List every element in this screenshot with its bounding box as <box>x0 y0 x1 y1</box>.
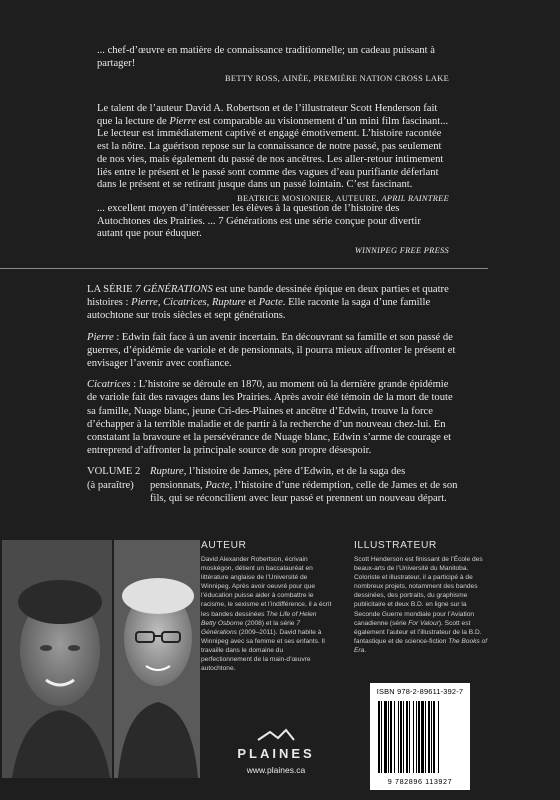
publisher-block <box>236 728 316 775</box>
series-intro: LA SÉRIE 7 GÉNÉRATIONS est une bande dessinée épique en deux parties et quatre histoires : Pierre, Cicatrices, Rupture et Pacte. Elle raconte la saga d’une famille autochtone sur trois siècles et sept générations. <box>87 284 449 322</box>
publisher-name: PLAINES <box>237 746 315 761</box>
divider-rule <box>0 268 488 269</box>
series-pierre: Pierre : Edwin fait face à un avenir incertain. En découvrant sa famille et son passé de guerres, d’épidémie de variole et de pensionnats, il pourra mieux affronter le présent et envisager l’avenir avec confiance. <box>87 331 456 370</box>
quote-1-text: ... chef-d’œuvre en matière de connaissance traditionnelle; un cadeau puissant à partager! <box>97 45 435 69</box>
volume-2 <box>87 465 459 505</box>
isbn-barcode-box <box>370 683 470 790</box>
series-cicatrices: Cicatrices : L’histoire se déroule en 1870, au moment où la dernière grande épidémie de variole fait des ravages dans les Prairies. Après avoir été témoin de la mort de toute sa famille, Nuage blanc, jeune Cri-des-Plaines et ancêtre d’Edwin, trouve la force d’échapper à la terrible maladie et de partir à la recherche d’un nouveau chez-lui. En constatant la bravoure et la persévérance de Nuage blanc, Edwin s’arme de courage et entreprend d’affronter la principale source de son propre désespoir. <box>87 379 453 457</box>
volume-2-text: Rupture, l’histoire de James, père d’Edwin, et de la saga des pensionnats, Pacte, l’histoire d’une rédemption, celle de James et de son fils, qui se réconcilient avec leur passé et prennent un nouveau départ. <box>150 466 458 504</box>
quote-1 <box>97 45 449 83</box>
illustrator-label: ILLUSTRATEUR <box>354 540 437 551</box>
quote-2-text: Le talent de l’auteur David A. Robertson et de l’illustrateur Scott Henderson fait que la lecture de Pierre est comparable au visionnement d’un mini film fascinant... Le lecteur est immédiatement captivé et engagé émotivement. L’histoire racontée est la nôtre. La guérison repose sur la connaissance de notre passé, pas seulement de nos vies, mais également du passé de nos ancêtres. Les aller-retour intimement liés entre le présent et le passé sont comme des vagues d’eau purifiante déferlant dans le présent et se retirant jusque dans un passé lointain. C’est fascinant. <box>97 103 449 191</box>
quote-2-attribution: BEATRICE MOSIONIER, AUTEURE, APRIL RAINTREE <box>237 193 449 203</box>
illustrator-bio: Scott Henderson est finissant de l’École des beaux-arts de l’Université du Manitoba. Coloriste et illustrateur, il a participé à de nombreux projets, notamment des bandes dessinées, des portraits, du graphisme publicitaire et deux B.D. en ligne sur la Seconde Guerre mondiale pour l’Aviation canadienne (série For Valour). Scott est également l’auteur et l’illustrateur de la B.D. fantastique et de science-fiction The Books of Era. <box>354 556 488 654</box>
barcode-bar <box>439 701 440 773</box>
quote-3-text: ... excellent moyen d’intéresser les élèves à la question de l’histoire des Autochtones des Prairies. ... 7 Générations est une série conçue pour divertir autant que pour éduquer. <box>97 203 421 240</box>
author-section <box>201 540 333 673</box>
author-photo <box>2 540 112 778</box>
barcode-digits: 9 782896 113927 <box>387 777 453 786</box>
illustrator-section <box>354 540 488 655</box>
author-label: AUTEUR <box>201 540 247 551</box>
quote-3 <box>97 203 449 255</box>
quote-3-attribution: WINNIPEG FREE PRESS <box>354 246 449 256</box>
quote-2 <box>97 103 449 203</box>
illustrator-photo <box>114 540 200 778</box>
author-bio: David Alexander Robertson, écrivain moskégon, détient un baccalauréat en littérature anglaise de l’Université de Winnipeg. Après avoir oeuvré pour que l’éducation puisse aider à combattre le racisme, le sexisme et l’indifférence, il a écrit les bandes dessinées The Life of Helen Betty Osborne (2008) et la série 7 Générations (2009–2011). David habite à Winnipeg avec sa femme et ses enfants. Il travaille dans le domaine du perfectionnement de la main-d’œuvre autochtone. <box>201 556 332 673</box>
volume-2-label: VOLUME 2 (à paraître) <box>87 466 141 491</box>
isbn-label: ISBN 978-2-89611-392-7 <box>376 687 464 696</box>
publisher-url: www.plaines.ca <box>246 765 306 775</box>
publisher-logo-icon <box>236 728 316 742</box>
series-description <box>87 283 459 505</box>
quote-1-attribution: BETTY ROSS, AINÉE, PREMIÈRE NATION CROSS LAKE <box>225 74 449 84</box>
barcode-graphic <box>378 701 462 773</box>
